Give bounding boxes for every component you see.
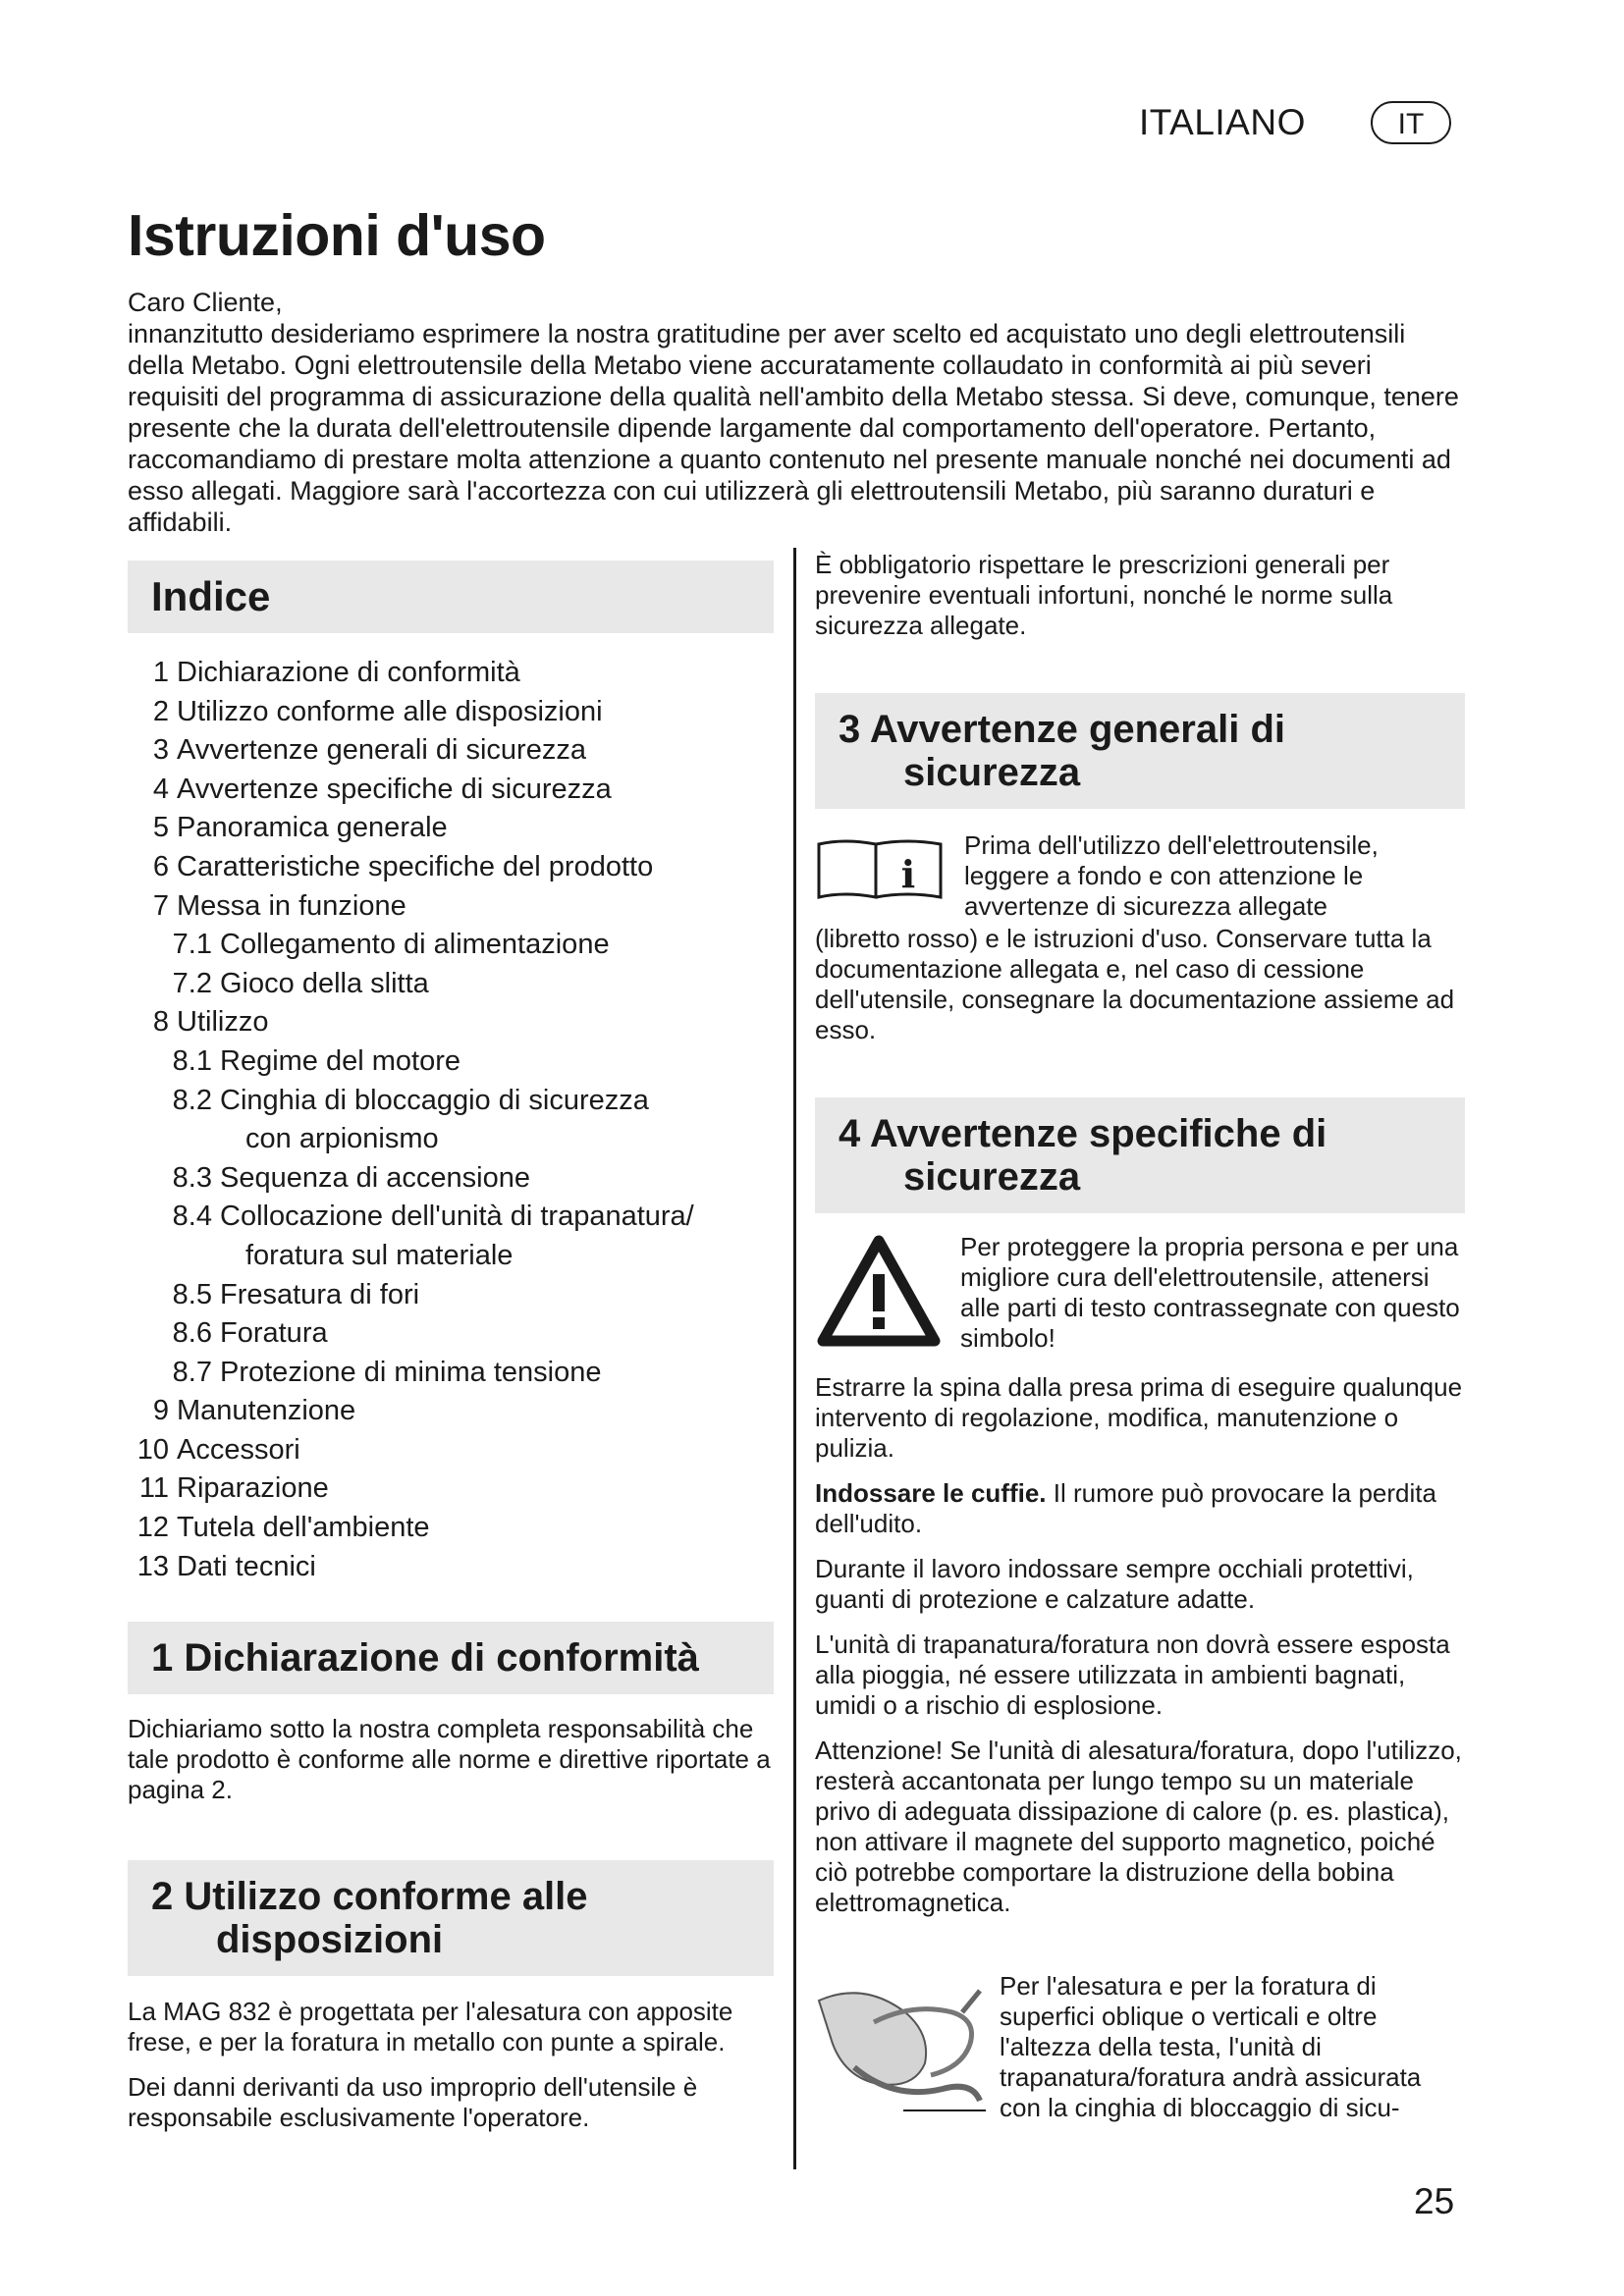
toc-item[interactable] <box>128 693 795 732</box>
section1-body <box>128 1714 776 1820</box>
section4-heading-line1: 4 Avvertenze specifiche di <box>839 1112 1327 1155</box>
section4-p4: L'unità di trapanatura/foratura non dovrà essere esposta alla pioggia, né essere utilizzata in ambienti bagnati, umidi o a rischio di esplosione. <box>815 1629 1450 1720</box>
toc-item[interactable] <box>128 1120 795 1159</box>
toc-item[interactable] <box>128 1354 795 1393</box>
toc-item[interactable] <box>128 965 795 1004</box>
toc-item-label: Collocazione dell'unità di trapanatura/ <box>220 1201 694 1233</box>
section4-p1: Estrarre la spina dalla presa prima di eseguire qualunque intervento di regolazione, modifica, manutenzione o pulizia. <box>815 1372 1463 1463</box>
toc-item-number: 8.2 <box>172 1084 212 1116</box>
toc-item-label: Gioco della slitta <box>220 967 429 999</box>
section4-p2-bold: Indossare le cuffie. <box>815 1478 1047 1508</box>
toc-item[interactable] <box>128 731 795 771</box>
section2-heading-line2: disposizioni <box>216 1918 444 1961</box>
section3-heading-line1: 3 Avvertenze generali di <box>839 708 1285 751</box>
toc-item-number: 11 <box>138 1472 169 1505</box>
intro-greeting: Caro Cliente, <box>128 288 283 317</box>
toc-item[interactable] <box>128 1392 795 1431</box>
toc-item-number: 2 <box>152 695 169 727</box>
toc-item[interactable] <box>128 771 795 810</box>
toc-item-label: Utilizzo <box>177 1006 269 1039</box>
toc-item-label: Fresatura di fori <box>220 1278 420 1310</box>
toc-item-number: 12 <box>136 1512 169 1544</box>
toc-item-number: 7.2 <box>172 967 212 999</box>
section4-body <box>815 1372 1467 1933</box>
section4-p2-rest: Il rumore può provocare la perdita dell'udito. <box>815 1478 1436 1538</box>
page-number: 25 <box>1414 2181 1455 2221</box>
toc-item-label: Collegamento di alimentazione <box>220 929 610 961</box>
toc-item-number: 8.6 <box>172 1317 212 1350</box>
toc-item-label: Manutenzione <box>177 1395 356 1427</box>
toc-item-number: 4 <box>152 773 169 805</box>
section3-info-cont <box>815 924 1467 1060</box>
section2-heading-box <box>128 1860 774 1976</box>
right-intro <box>815 550 1467 656</box>
toc-item-number: 5 <box>152 812 169 844</box>
toc-item-number: 13 <box>136 1550 169 1582</box>
section4-warning-text: Per proteggere la propria persona e per una migliore cura dell'elettroutensile, attenersi alle parti di testo contrassegnate con questo simbolo! <box>960 1232 1460 1353</box>
section3-info <box>964 830 1467 922</box>
section4-heading-box <box>815 1097 1465 1213</box>
toc-item-label: foratura sul materiale <box>245 1239 514 1271</box>
toc-item-label: Foratura <box>220 1317 328 1350</box>
toc-item-label: Protezione di minima tensione <box>220 1356 602 1388</box>
section1-heading-box <box>128 1622 774 1694</box>
toc-item[interactable] <box>128 1431 795 1470</box>
toc-item[interactable] <box>128 1003 795 1042</box>
toc-item-label: Sequenza di accensione <box>220 1161 531 1194</box>
toc-item-number: 1 <box>152 657 169 688</box>
toc-item[interactable] <box>128 1042 795 1082</box>
right-intro-text: È obbligatorio rispettare le prescrizioni generali per prevenire eventuali infortuni, nonché le norme sulla sicurezza allegate. <box>815 550 1393 640</box>
section4-warning <box>960 1232 1467 1354</box>
language-label: ITALIANO <box>1139 102 1306 142</box>
toc-item-number: 8.4 <box>172 1201 212 1233</box>
toc-item[interactable] <box>128 1276 795 1315</box>
toc-item-label: Caratteristiche specifiche del prodotto <box>177 850 654 882</box>
section2-heading-line1: 2 Utilizzo conforme alle <box>151 1875 588 1918</box>
table-of-contents <box>128 654 795 1586</box>
toc-item-number: 9 <box>152 1395 169 1427</box>
toc-item-label: Cinghia di bloccaggio di sicurezza <box>220 1084 649 1116</box>
toc-item-number: 7.1 <box>172 929 212 961</box>
toc-item[interactable] <box>128 1509 795 1548</box>
svg-text:i: i <box>900 852 916 896</box>
section3-info-cont-text: (libretto rosso) e le istruzioni d'uso. Conservare tutta la documentazione allegata e, nel caso di cessione dell'utensile, consegnare la documentazione assieme ad esso. <box>815 924 1455 1044</box>
toc-item[interactable] <box>128 1082 795 1121</box>
toc-item-number: 8.7 <box>172 1356 212 1388</box>
section4-strap <box>1000 1971 1467 2123</box>
toc-item-number: 7 <box>152 889 169 922</box>
toc-item-label: Avvertenze generali di sicurezza <box>177 734 586 767</box>
toc-item-label: con arpionismo <box>245 1123 439 1155</box>
toc-item-number: 8.3 <box>172 1161 212 1194</box>
toc-item-label: Regime del motore <box>220 1044 460 1077</box>
intro-body: innanzitutto desideriamo esprimere la nostra gratitudine per aver scelto ed acquistato uno degli elettroutensili della Metabo. Ogni elettroutensile della Metabo viene accuratamente collaudato in conformità ai più severi requisiti del programma di assicurazione della qualità nell'ambito della Metabo stessa. Si deve, comunque, tenere presente che la durata dell'elettroutensile dipende largamente dal comportamento dell'operatore. Pertanto, raccomandiamo di prestare molta attenzione a quanto contenuto nel presente manuale nonché nei documenti ad esso allegati. Maggiore sarà l'accortezza con cui utilizzerà gli elettroutensili Metabo, più saranno duraturi e affidabili. <box>128 319 1459 537</box>
page-title: Istruzioni d'uso <box>128 203 546 268</box>
toc-item-label: Dichiarazione di conformità <box>177 657 520 688</box>
safety-strap-illustration-icon <box>815 1973 990 2120</box>
section1-heading: 1 Dichiarazione di conformità <box>151 1636 699 1680</box>
section2-para2: Dei danni derivanti da uso improprio dell'utensile è responsabile esclusivamente l'operatore. <box>128 2072 698 2132</box>
toc-item-number: 8.5 <box>172 1278 212 1310</box>
toc-item[interactable] <box>128 926 795 965</box>
toc-item[interactable] <box>128 1237 795 1276</box>
toc-item-label: Dati tecnici <box>177 1550 316 1582</box>
toc-item-number: 8 <box>152 1006 169 1039</box>
toc-item[interactable] <box>128 1548 795 1587</box>
index-heading-box <box>128 561 774 633</box>
toc-item[interactable] <box>128 654 795 693</box>
toc-item[interactable] <box>128 1469 795 1509</box>
toc-item-label: Messa in funzione <box>177 889 406 922</box>
toc-item[interactable] <box>128 1314 795 1354</box>
toc-item-label: Panoramica generale <box>177 812 448 844</box>
toc-item[interactable] <box>128 1159 795 1199</box>
index-heading: Indice <box>151 573 271 619</box>
section4-p6: Per l'alesatura e per la foratura di superfici oblique o verticali e oltre l'altezza della testa, l'unità di trapanatura/foratura andrà assicurata con la cinghia di bloccaggio di sicu- <box>1000 1971 1422 2122</box>
toc-item[interactable] <box>128 887 795 927</box>
section3-info-text: Prima dell'utilizzo dell'elettroutensile, leggere a fondo e con attenzione le avvertenze di sicurezza allegate <box>964 830 1379 921</box>
section3-heading-line2: sicurezza <box>903 751 1081 794</box>
section2-para1: La MAG 832 è progettata per l'alesatura con apposite frese, e per la foratura in metallo con punte a spirale. <box>128 1997 733 2056</box>
toc-item[interactable] <box>128 1198 795 1237</box>
toc-item-number: 6 <box>152 850 169 882</box>
info-book-icon <box>815 834 947 905</box>
toc-item[interactable] <box>128 848 795 887</box>
warning-triangle-icon <box>817 1235 941 1349</box>
section4-p2 <box>815 1478 1467 1539</box>
section1-text: Dichiariamo sotto la nostra completa responsabilità che tale prodotto è conforme alle norme e direttive riportate a pagina 2. <box>128 1714 771 1804</box>
language-badge: IT <box>1371 101 1451 144</box>
section4-p3: Durante il lavoro indossare sempre occhiali protettivi, guanti di protezione e calzature adatte. <box>815 1554 1414 1614</box>
toc-item-label: Utilizzo conforme alle disposizioni <box>177 695 603 727</box>
section4-p5: Attenzione! Se l'unità di alesatura/foratura, dopo l'utilizzo, resterà accantonata per lungo tempo su un materiale privo di adeguata dissipazione di calore (p. es. plastica), non attivare il magnete del supporto magnetico, poiché ciò potrebbe comportare la distruzione della bobina elettromagnetica. <box>815 1735 1462 1917</box>
intro-text <box>128 287 1463 538</box>
toc-item[interactable] <box>128 809 795 848</box>
toc-item-number: 8.1 <box>172 1044 212 1077</box>
toc-item-label: Tutela dell'ambiente <box>177 1512 430 1544</box>
section2-body <box>128 1997 776 2148</box>
toc-item-label: Avvertenze specifiche di sicurezza <box>177 773 612 805</box>
section4-heading-line2: sicurezza <box>903 1155 1081 1199</box>
toc-item-label: Riparazione <box>177 1472 329 1505</box>
toc-item-number: 10 <box>136 1433 169 1466</box>
section3-heading-box <box>815 693 1465 809</box>
toc-item-number: 3 <box>152 734 169 767</box>
toc-item-label: Accessori <box>177 1433 300 1466</box>
